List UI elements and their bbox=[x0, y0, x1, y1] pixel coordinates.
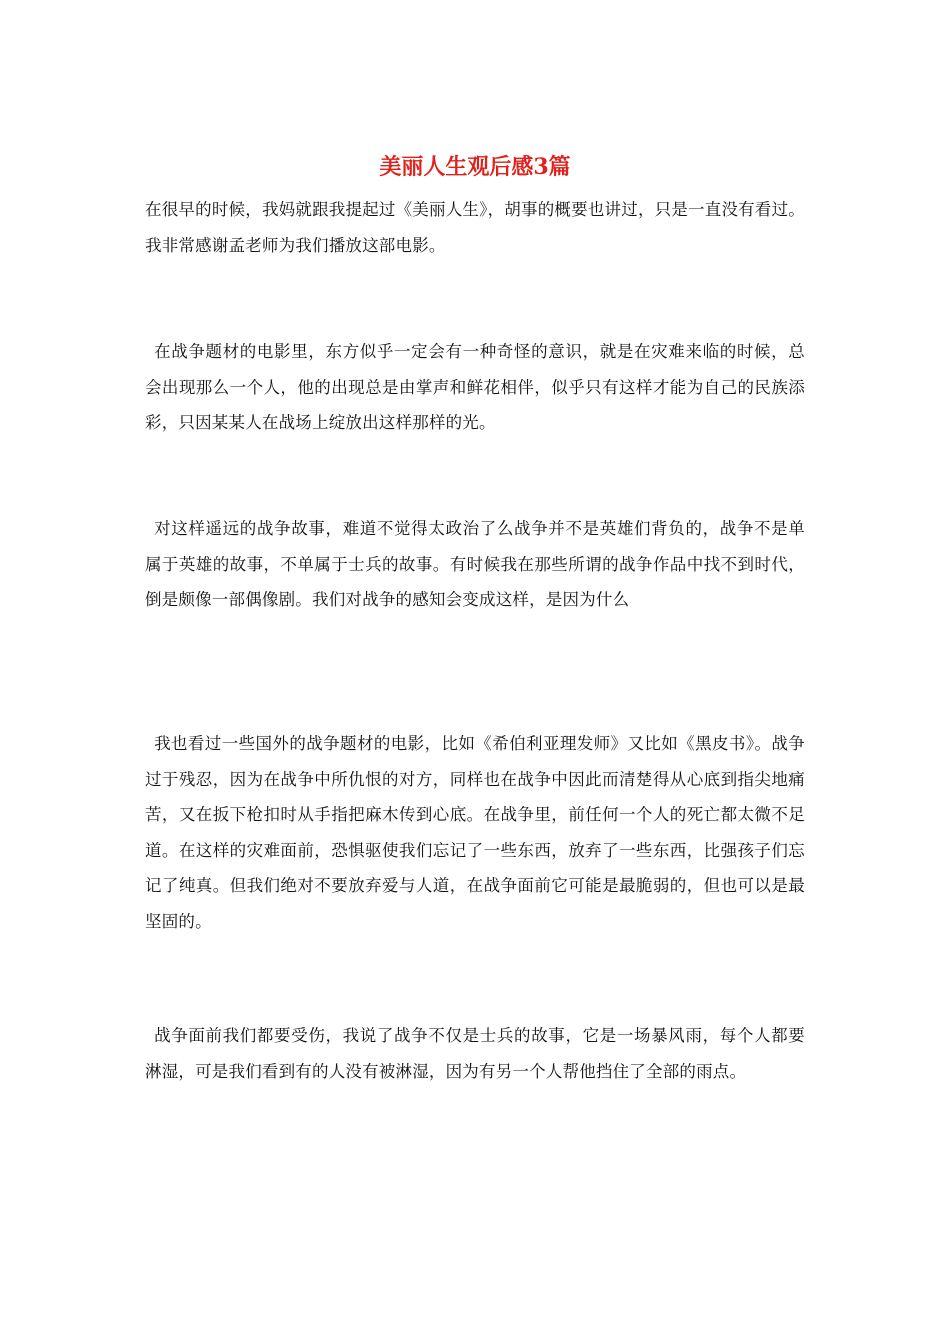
document-title: 美丽人生观后感3篇 bbox=[379, 154, 571, 180]
paragraph-3: 对这样遥远的战争故事，难道不觉得太政治了么战争并不是英雄们背负的，战争不是单属于英雄的故事，不单属于士兵的故事。有时候我在那些所谓的战争作品中找不到时代，倒是颇像一部偶像剧。我们对战争的感知会变成这样，是因为什么 bbox=[145, 519, 805, 609]
paragraph-4: 我也看过一些国外的战争题材的电影，比如《希伯利亚理发师》又比如《黑皮书》。战争过于残忍，因为在战争中所仇恨的对方，同样也在战争中因此而清楚得从心底到指尖地痛苦，又在扳下枪扣时从手指把麻木传到心底。在战争里，前任何一个人的死亡都太微不足道。在这样的灾难面前，恐惧驱使我们忘记了一些东西，放弃了一些东西，比强孩子们忘记了纯真。但我们绝对不要放弃爱与人道，在战争面前它可能是最脆弱的，但也可以是最坚固的。 bbox=[145, 734, 805, 931]
paragraph-2: 在战争题材的电影里，东方似乎一定会有一种奇怪的意识，就是在灾难来临的时候，总会出现那么一个人，他的出现总是由掌声和鲜花相伴，似乎只有这样才能为自己的民族添彩，只因某某人在战场上绽放出这样那样的光。 bbox=[145, 342, 805, 432]
paragraph-5: 战争面前我们都要受伤，我说了战争不仅是士兵的故事，它是一场暴风雨，每个人都要淋湿，可是我们看到有的人没有被淋湿，因为有另一个人帮他挡住了全部的雨点。 bbox=[145, 1026, 805, 1081]
paragraph-1: 在很早的时候，我妈就跟我提起过《美丽人生》，胡事的概要也讲过，只是一直没有看过。我非常感谢孟老师为我们播放这部电影。 bbox=[145, 200, 805, 255]
